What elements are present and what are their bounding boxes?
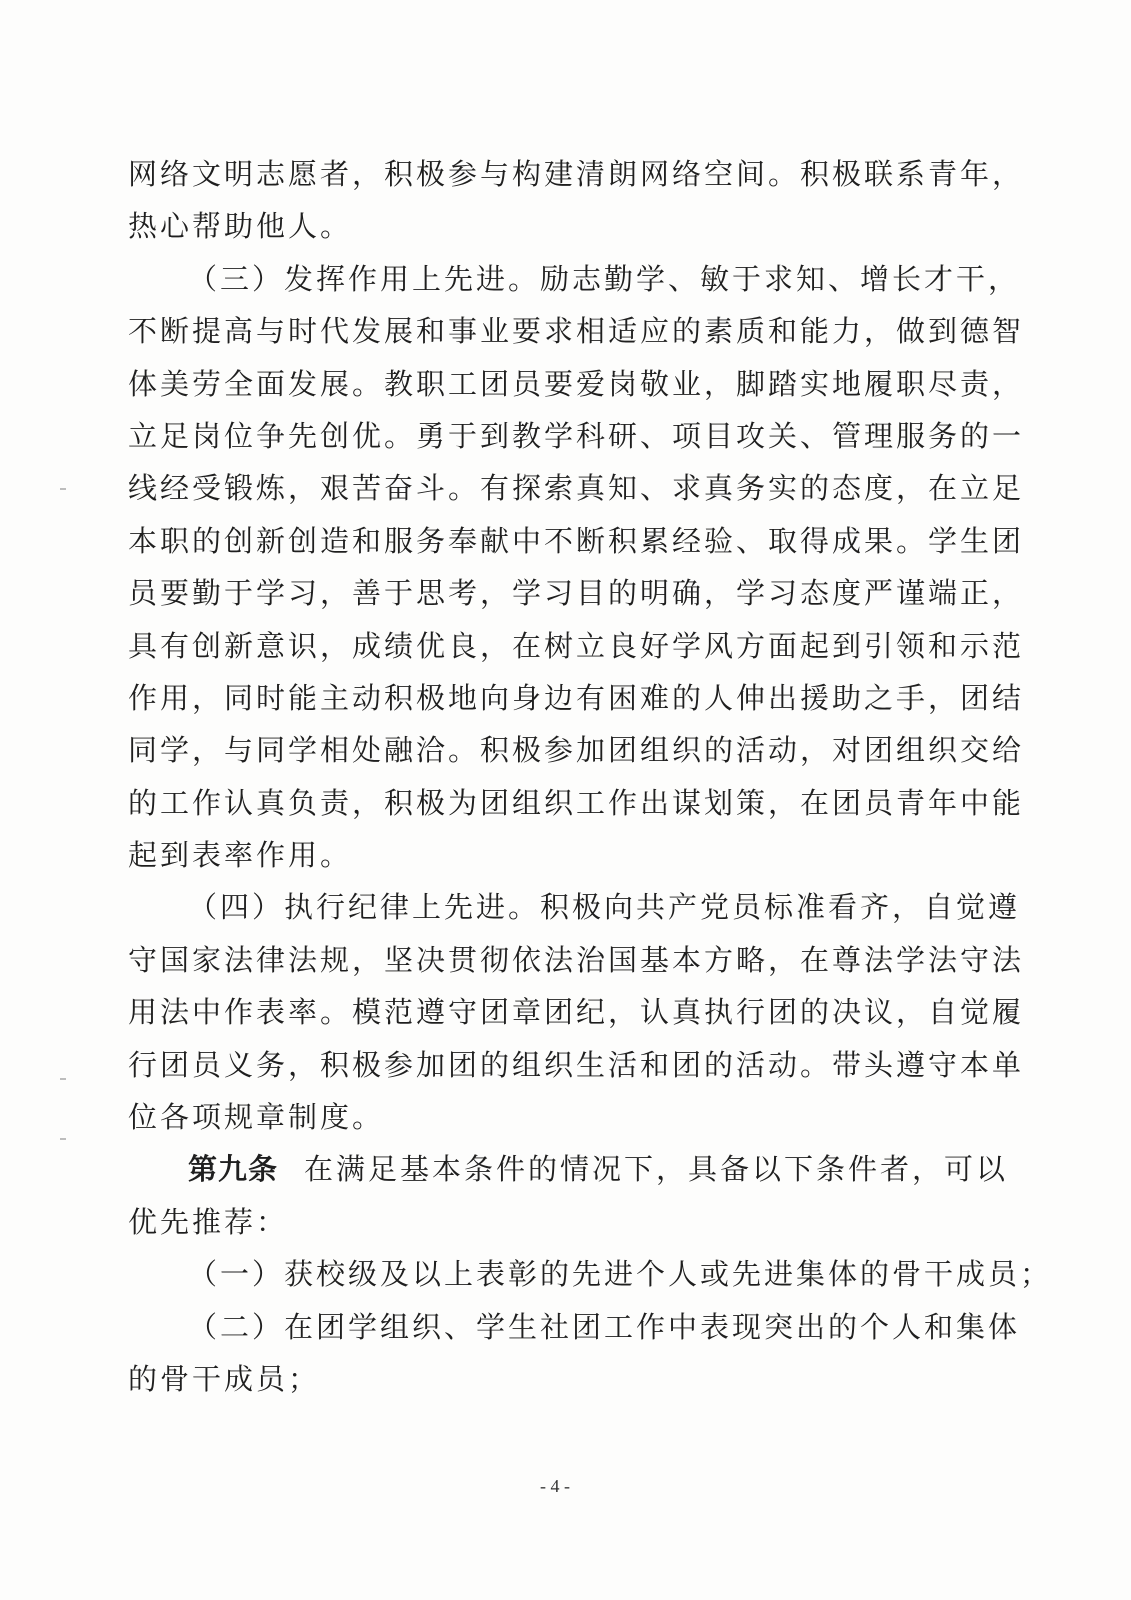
list-item: （二）在团学组织、学生社团工作中表现突出的个人和集体 (188, 1309, 1021, 1344)
text-line: 具有创新意识，成绩优良，在树立良好学风方面起到引领和示范 (128, 628, 1025, 663)
article-text: 在满足基本条件的情况下，具备以下条件者，可以 (304, 1152, 1009, 1187)
article-label: 第九条 (188, 1152, 279, 1187)
paragraph-start-line: （四）执行纪律上先进。积极向共产党员标准看齐，自觉遵 (188, 890, 1021, 925)
text-line: 不断提高与时代发展和事业要求相适应的素质和能力，做到德智 (128, 314, 1025, 349)
list-item: （一）获校级及以上表彰的先进个人或先进集体的骨干成员； (188, 1257, 1053, 1292)
article-9-line (128, 1143, 1009, 1195)
text-line: 作用，同时能主动积极地向身边有困难的人伸出援助之手，团结 (128, 680, 1025, 715)
paragraph-start-line: （三）发挥作用上先进。励志勤学、敏于求知、增长才干， (188, 261, 1021, 296)
text-line: 体美劳全面发展。教职工团员要爱岗敬业，脚踏实地履职尽责， (128, 366, 1025, 401)
page-number: - 4 - (540, 1476, 570, 1496)
scan-speck (60, 1078, 66, 1080)
text-line: 线经受锻炼，艰苦奋斗。有探索真知、求真务实的态度，在立足 (128, 471, 1025, 506)
text-line: 网络文明志愿者，积极参与构建清朗网络空间。积极联系青年， (128, 157, 1025, 191)
text-line: 守国家法律法规，坚决贯彻依法治国基本方略，在尊法学法守法 (128, 942, 1025, 977)
text-line: 热心帮助他人。 (128, 209, 353, 244)
scan-speck (60, 488, 66, 490)
scan-speck (60, 1138, 66, 1140)
text-line: 的工作认真负责，积极为团组织工作出谋划策，在团员青年中能 (128, 785, 1025, 820)
text-line: 优先推荐： (128, 1204, 289, 1239)
text-line: 行团员义务，积极参加团的组织生活和团的活动。带头遵守本单 (128, 1047, 1025, 1082)
text-line: 员要勤于学习，善于思考，学习目的明确，学习态度严谨端正， (128, 576, 1025, 611)
text-line: 起到表率作用。 (128, 838, 353, 873)
text-line: 同学，与同学相处融洽。积极参加团组织的活动，对团组织交给 (128, 733, 1025, 768)
text-line: 位各项规章制度。 (128, 1100, 385, 1135)
text-line: 的骨干成员； (128, 1361, 321, 1396)
text-line: 用法中作表率。模范遵守团章团纪，认真执行团的决议，自觉履 (128, 995, 1025, 1030)
text-line: 立足岗位争先创优。勇于到教学科研、项目攻关、管理服务的一 (128, 418, 1025, 453)
document-body (128, 148, 1053, 1405)
text-line: 本职的创新创造和服务奉献中不断积累经验、取得成果。学生团 (128, 523, 1025, 558)
